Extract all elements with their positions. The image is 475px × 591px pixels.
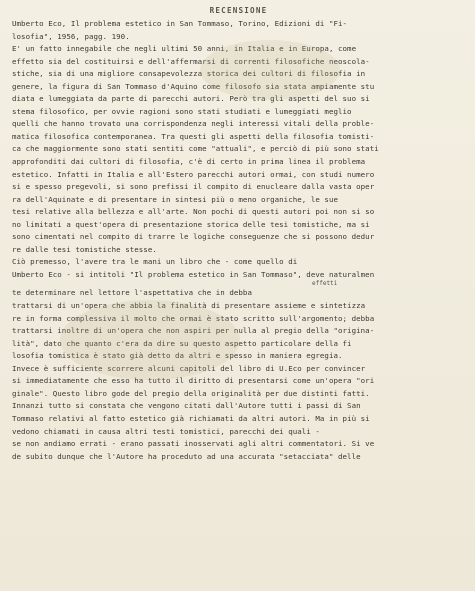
paragraph-innanzi	[12, 400, 465, 463]
text-line: Invece è sufficiente scorrere alcuni capitoli del libro di U.Eco per convincer	[12, 363, 366, 373]
text-line: ca che maggiormente sono stati sentiti come "attuali", e perciò di più sono stati	[12, 144, 379, 154]
text-line: se non andiamo errati - erano passati inosservati agli altri commentatori. Si ve	[12, 439, 375, 449]
text-line: Innanzi tutto si constata che vengono citati dall'Autore tutti i passi di San	[12, 401, 361, 411]
text-line: genere, la figura di San Tommaso d'Aquino come filosofo sia stata ampiamente stu	[12, 81, 375, 91]
document-heading: RECENSIONE	[209, 6, 268, 15]
citation-block	[12, 18, 465, 43]
text-line: approfonditi dai cultori di filosofia, c'è di certo in prima linea il problema	[12, 157, 366, 167]
text-line: losofia", 1956, pagg. 190.	[12, 31, 130, 41]
text-line: estetico. Infatti in Italia e all'Estero parecchi autori ormai, con studi numero	[12, 169, 375, 179]
text-line: E' un fatto innegabile che negli ultimi 50 anni, in Italia e in Europa, come	[12, 44, 357, 54]
text-line: ginale". Questo libro gode del pregio della originalità per due distinti fatti.	[12, 388, 370, 398]
text-line: lità", dato che quanto c'era da dire su questo aspetto particolare della fi	[12, 338, 352, 348]
text-line: tesi relative alla bellezza e all'arte. Non pochi di questi autori poi non si so	[12, 207, 375, 217]
text-line: losofia tomistica è stato già detto da altri e spesso in maniera egregia.	[12, 351, 343, 361]
handwritten-correction: effetti	[312, 280, 338, 288]
paragraph-invece	[12, 363, 465, 401]
text-line: ra dell'Aquinate e di presentare in sintesi più o meno organiche, le sue	[12, 194, 338, 204]
text-line: Ciò premesso, l'avere tra le mani un libro che - come quello di	[12, 257, 298, 267]
paper-stain	[200, 40, 340, 100]
text-line: si immediatamente che esso ha tutto il diritto di presentarsi come un'opera "ori	[12, 376, 375, 386]
text-line: re dalle tesi tomistiche stesse.	[12, 244, 157, 254]
text-line: sono cimentati nel compito di trarre le logiche conseguenze che si possono dedur	[12, 232, 375, 242]
text-line: re in forma complessiva il molto che ormai è stato scritto sull'argomento; debba	[12, 313, 375, 323]
text-line: Umberto Eco, Il problema estetico in San Tommaso, Torino, Edizioni di "Fi-	[12, 19, 348, 28]
text-line: Tommaso relativi al fatto estetico già richiamati da altri autori. Ma in più si	[12, 413, 370, 423]
text-line: stema filosofico, per ovvie ragioni sono stati studiati e lumeggiati meglio	[12, 106, 352, 116]
text-line: stiche, sia di una migliore consapevolezza storica dei cultori di filosofia in	[12, 69, 366, 79]
text-line: Umberto Eco - si intitoli "Il problema estetico in San Tommaso", deve naturalmen	[12, 269, 375, 279]
text-line: vedono chiamati in causa altri testi tomistici, parecchi dei quali -	[12, 426, 320, 436]
text-line: trattarsi inoltre di un'opera che non aspiri per nulla al pregio della "origina-	[12, 326, 375, 336]
text-line: te determinare nel lettore l'aspettativa che in debba	[12, 288, 252, 298]
paper-stain	[60, 300, 240, 380]
paragraph-premise	[12, 256, 465, 281]
text-line: diata e lumeggiata da parte di parecchi autori. Però tra gli aspetti del suo si	[12, 94, 370, 104]
text-line: si e spesso pregevoli, si sono prefissi il compito di enucleare dalla vasta oper	[12, 182, 375, 192]
text-line: matica filosofica contemporanea. Tra questi gli aspetti della filosofia tomisti-	[12, 131, 375, 141]
text-line: de subito dunque che l'Autore ha proceduto ad una accurata "setacciata" delle	[12, 451, 361, 461]
text-line: trattarsi di un'opera che abbia la finalità di presentare assieme e sintetizza	[12, 301, 366, 311]
text-line: effetto sia del costituirsi e dell'affermarsi di correnti filosofiche neoscola-	[12, 56, 370, 66]
text-line: quelli che hanno trovato una corrispondenza negli interessi vitali della proble-	[12, 119, 375, 129]
text-line: no limitati a quest'opera di presentazione storica delle tesi tomistiche, ma si	[12, 219, 370, 229]
